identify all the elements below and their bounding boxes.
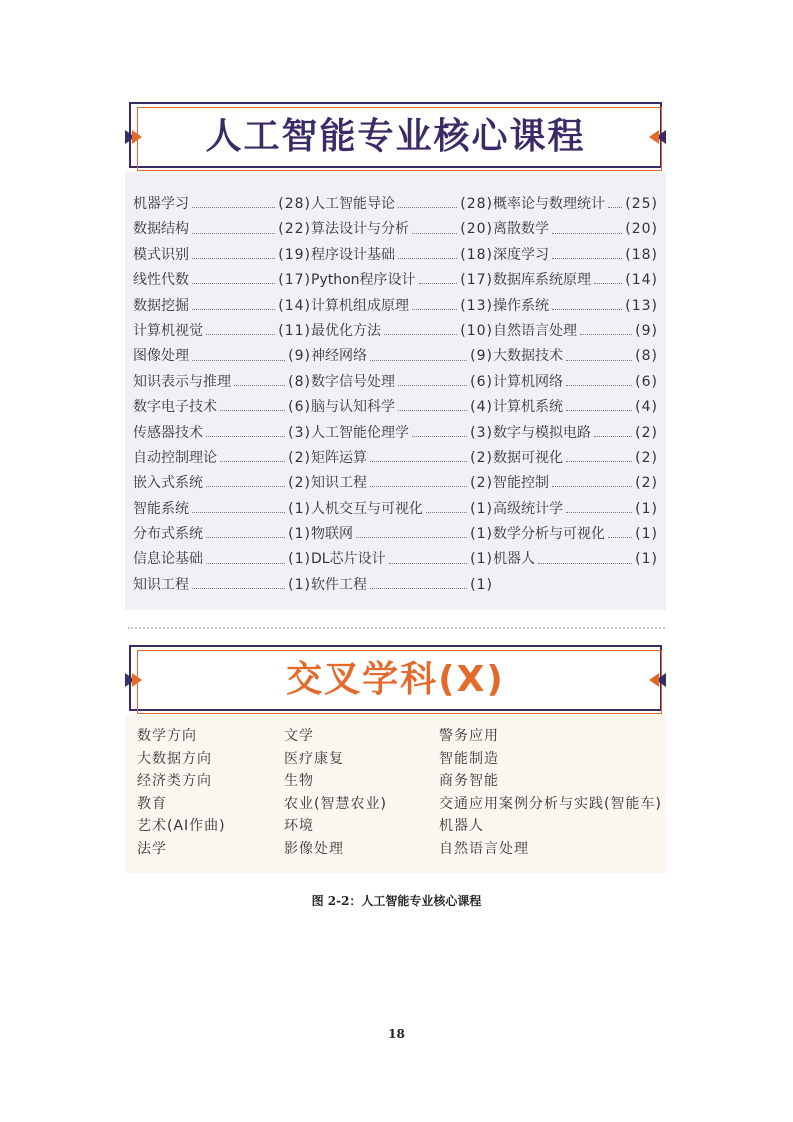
course-column xyxy=(133,192,311,598)
course-count: (13) xyxy=(625,297,658,314)
course-item xyxy=(133,522,311,547)
cross-discipline-item: 法学 xyxy=(137,840,167,857)
course-count: (4) xyxy=(470,399,493,416)
course-name: 高级统计学 xyxy=(493,500,563,517)
course-name: 自然语言处理 xyxy=(493,322,577,339)
cross-discipline-item: 生物 xyxy=(284,773,314,790)
cross-discipline-item: 自然语言处理 xyxy=(439,840,529,857)
cross-discipline-item: 教育 xyxy=(137,795,167,812)
leader-dots xyxy=(206,486,285,487)
course-count: (2) xyxy=(288,449,311,466)
course-item xyxy=(133,497,311,522)
course-count: (28) xyxy=(278,196,311,212)
course-item xyxy=(493,547,658,572)
course-item xyxy=(133,243,311,268)
course-name: 大数据技术 xyxy=(493,348,563,365)
course-item xyxy=(133,319,311,344)
leader-dots xyxy=(398,385,467,386)
course-item xyxy=(133,268,311,293)
leader-dots xyxy=(580,334,632,335)
course-count: (20) xyxy=(460,221,493,238)
cross-discipline-item: 数学方向 xyxy=(137,728,197,744)
leader-dots xyxy=(192,207,275,208)
course-name: 数字信号处理 xyxy=(311,373,395,390)
course-count: (14) xyxy=(625,272,658,289)
leader-dots xyxy=(370,360,467,361)
course-item xyxy=(311,395,493,420)
course-count: (6) xyxy=(635,373,658,390)
course-name: 软件工程 xyxy=(311,576,367,593)
course-count: (1) xyxy=(288,526,311,543)
course-item xyxy=(311,217,493,242)
course-count: (1) xyxy=(470,551,493,568)
course-name: 智能系统 xyxy=(133,500,189,517)
course-count: (4) xyxy=(635,399,658,416)
course-item xyxy=(311,319,493,344)
course-item xyxy=(493,395,658,420)
course-item xyxy=(311,370,493,395)
leader-dots xyxy=(552,486,632,487)
course-name: 脑与认知科学 xyxy=(311,399,395,416)
leader-dots xyxy=(370,486,467,487)
course-item xyxy=(133,395,311,420)
course-name: 离散数学 xyxy=(493,221,549,238)
course-name: 图像处理 xyxy=(133,348,189,365)
course-item xyxy=(311,268,493,293)
course-count: (1) xyxy=(288,551,311,568)
course-count: (17) xyxy=(460,272,493,289)
section-divider xyxy=(128,627,665,629)
course-name: 算法设计与分析 xyxy=(311,221,409,238)
leader-dots xyxy=(566,461,632,462)
course-item xyxy=(493,370,658,395)
course-item xyxy=(493,344,658,369)
leader-dots xyxy=(426,512,467,513)
course-item xyxy=(133,446,311,471)
leader-dots xyxy=(192,233,275,234)
course-count: (3) xyxy=(470,424,493,441)
course-name: 人机交互与可视化 xyxy=(311,500,423,517)
course-item xyxy=(311,547,493,572)
leader-dots xyxy=(552,233,622,234)
course-name: 计算机系统 xyxy=(493,399,563,416)
course-name: 数据库系统原理 xyxy=(493,272,591,289)
leader-dots xyxy=(398,207,457,208)
leader-dots xyxy=(566,385,632,386)
course-item xyxy=(311,522,493,547)
course-item xyxy=(493,319,658,344)
leader-dots xyxy=(412,309,457,310)
course-count: (1) xyxy=(470,576,493,593)
course-count: (1) xyxy=(470,500,493,517)
course-grid xyxy=(133,192,658,598)
leader-dots xyxy=(419,283,458,284)
cross-discipline-item: 警务应用 xyxy=(439,728,499,744)
course-item xyxy=(493,268,658,293)
course-name: 数字与模拟电路 xyxy=(493,424,591,441)
course-item xyxy=(133,217,311,242)
course-item xyxy=(133,421,311,446)
leader-dots xyxy=(538,563,632,564)
course-name: 知识工程 xyxy=(311,475,367,492)
course-count: (2) xyxy=(470,475,493,492)
course-name: 计算机组成原理 xyxy=(311,297,409,314)
course-name: 数据挖掘 xyxy=(133,297,189,314)
course-item xyxy=(311,294,493,319)
course-count: (1) xyxy=(288,500,311,517)
course-name: 传感器技术 xyxy=(133,424,203,441)
course-count: (3) xyxy=(288,424,311,441)
leader-dots xyxy=(206,334,275,335)
course-count: (2) xyxy=(635,449,658,466)
leader-dots xyxy=(206,563,285,564)
leader-dots xyxy=(370,461,467,462)
cross-discipline-item: 医疗康复 xyxy=(284,750,344,767)
course-item xyxy=(493,294,658,319)
course-name: 模式识别 xyxy=(133,246,189,263)
course-item xyxy=(493,497,658,522)
cross-discipline-column xyxy=(137,725,284,861)
leader-dots xyxy=(384,334,457,335)
course-count: (20) xyxy=(625,221,658,238)
cross-discipline-item: 艺术(AI作曲) xyxy=(137,818,226,835)
course-name: 人工智能导论 xyxy=(311,196,395,212)
leader-dots xyxy=(566,512,632,513)
course-name: 线性代数 xyxy=(133,272,189,289)
cross-discipline-item: 影像处理 xyxy=(284,840,344,857)
course-name: 分布式系统 xyxy=(133,526,203,543)
leader-dots xyxy=(594,283,622,284)
course-name: 神经网络 xyxy=(311,348,367,365)
leader-dots xyxy=(192,283,275,284)
leader-dots xyxy=(608,537,632,538)
leader-dots xyxy=(206,537,285,538)
course-name: 知识工程 xyxy=(133,576,189,593)
cross-discipline-item: 智能制造 xyxy=(439,750,499,767)
leader-dots xyxy=(398,410,467,411)
course-item xyxy=(311,573,493,598)
course-item xyxy=(311,446,493,471)
figure-caption: 图 2-2：人工智能专业核心课程 xyxy=(311,894,482,908)
course-name: 智能控制 xyxy=(493,475,549,492)
leader-dots xyxy=(412,436,467,437)
course-item xyxy=(493,471,658,496)
course-count: (1) xyxy=(635,526,658,543)
cross-discipline-item: 农业(智慧农业) xyxy=(284,795,387,812)
course-name: 数据结构 xyxy=(133,221,189,238)
course-name: 最优化方法 xyxy=(311,322,381,339)
leader-dots xyxy=(370,588,467,589)
course-name: 数学分析与可视化 xyxy=(493,526,605,543)
course-item xyxy=(311,421,493,446)
course-name: 数据可视化 xyxy=(493,449,563,466)
course-count: (17) xyxy=(278,272,311,289)
cross-discipline-item: 商务智能 xyxy=(439,773,499,790)
course-count: (9) xyxy=(635,322,658,339)
leader-dots xyxy=(566,410,632,411)
leader-dots xyxy=(206,436,285,437)
course-item xyxy=(493,446,658,471)
leader-dots xyxy=(566,360,632,361)
course-count: (11) xyxy=(278,322,311,339)
course-name: 信息论基础 xyxy=(133,551,203,568)
course-count: (19) xyxy=(278,246,311,263)
course-count: (22) xyxy=(278,221,311,238)
course-count: (18) xyxy=(625,246,658,263)
cross-discipline-grid xyxy=(137,725,662,861)
cross-discipline-item: 机器人 xyxy=(439,818,484,835)
course-name: 矩阵运算 xyxy=(311,449,367,466)
core-courses-banner xyxy=(125,102,666,172)
course-item xyxy=(133,370,311,395)
leader-dots xyxy=(192,512,285,513)
course-count: (2) xyxy=(635,424,658,441)
cross-discipline-item: 交通应用案例分析与实践(智能车) xyxy=(439,795,662,812)
course-name: 知识表示与推理 xyxy=(133,373,231,390)
course-count: (2) xyxy=(288,475,311,492)
cross-discipline-banner xyxy=(125,645,666,715)
leader-dots xyxy=(594,436,632,437)
course-item xyxy=(311,344,493,369)
course-count: (1) xyxy=(635,551,658,568)
leader-dots xyxy=(192,588,285,589)
cross-discipline-section xyxy=(125,645,666,873)
course-name: 计算机视觉 xyxy=(133,322,203,339)
course-item xyxy=(133,344,311,369)
page-number: 18 xyxy=(388,1027,405,1041)
course-name: 机器人 xyxy=(493,551,535,568)
course-item xyxy=(133,573,311,598)
course-name: Python程序设计 xyxy=(311,272,416,289)
cross-discipline-title: 交叉学科(X) xyxy=(286,659,505,700)
course-item xyxy=(133,192,311,217)
course-item xyxy=(311,243,493,268)
course-count: (6) xyxy=(288,399,311,416)
course-name: 数字电子技术 xyxy=(133,399,217,416)
course-count: (13) xyxy=(460,297,493,314)
leader-dots xyxy=(192,360,285,361)
course-item xyxy=(311,192,493,217)
leader-dots xyxy=(608,207,622,208)
course-item xyxy=(493,192,658,217)
course-item xyxy=(493,243,658,268)
course-name: DL芯片设计 xyxy=(311,551,386,568)
course-name: 自动控制理论 xyxy=(133,449,217,466)
course-name: 嵌入式系统 xyxy=(133,475,203,492)
leader-dots xyxy=(398,258,457,259)
course-count: (9) xyxy=(288,348,311,365)
leader-dots xyxy=(192,309,275,310)
leader-dots xyxy=(220,410,285,411)
leader-dots xyxy=(389,563,468,564)
course-count: (1) xyxy=(288,576,311,593)
cross-discipline-column xyxy=(284,725,439,861)
cross-discipline-item: 大数据方向 xyxy=(137,750,212,767)
course-name: 程序设计基础 xyxy=(311,246,395,263)
course-column xyxy=(311,192,493,598)
course-item xyxy=(493,421,658,446)
course-column xyxy=(493,192,658,598)
course-item xyxy=(133,547,311,572)
course-item xyxy=(311,497,493,522)
core-courses-title: 人工智能专业核心课程 xyxy=(205,116,586,157)
cross-discipline-item: 经济类方向 xyxy=(137,773,212,790)
course-count: (1) xyxy=(635,500,658,517)
core-courses-section xyxy=(125,102,666,610)
leader-dots xyxy=(552,258,622,259)
course-item xyxy=(493,522,658,547)
cross-discipline-item: 文学 xyxy=(284,728,314,744)
course-count: (28) xyxy=(460,196,493,212)
course-item xyxy=(133,294,311,319)
course-count: (6) xyxy=(470,373,493,390)
course-count: (8) xyxy=(635,348,658,365)
course-count: (2) xyxy=(635,475,658,492)
course-item xyxy=(493,217,658,242)
course-count: (2) xyxy=(470,449,493,466)
course-count: (18) xyxy=(460,246,493,263)
leader-dots xyxy=(220,461,285,462)
course-count: (10) xyxy=(460,322,493,339)
course-count: (25) xyxy=(625,196,658,212)
course-name: 人工智能伦理学 xyxy=(311,424,409,441)
course-count: (14) xyxy=(278,297,311,314)
course-item xyxy=(311,471,493,496)
course-count: (8) xyxy=(288,373,311,390)
course-name: 深度学习 xyxy=(493,246,549,263)
leader-dots xyxy=(356,537,467,538)
course-name: 机器学习 xyxy=(133,196,189,212)
course-name: 概率论与数理统计 xyxy=(493,196,605,212)
course-count: (9) xyxy=(470,348,493,365)
course-name: 计算机网络 xyxy=(493,373,563,390)
cross-discipline-column xyxy=(439,725,662,861)
course-name: 操作系统 xyxy=(493,297,549,314)
leader-dots xyxy=(552,309,622,310)
course-item xyxy=(133,471,311,496)
leader-dots xyxy=(412,233,457,234)
course-count: (1) xyxy=(470,526,493,543)
cross-discipline-item: 环境 xyxy=(284,818,314,835)
leader-dots xyxy=(234,385,285,386)
course-name: 物联网 xyxy=(311,526,353,543)
leader-dots xyxy=(192,258,275,259)
